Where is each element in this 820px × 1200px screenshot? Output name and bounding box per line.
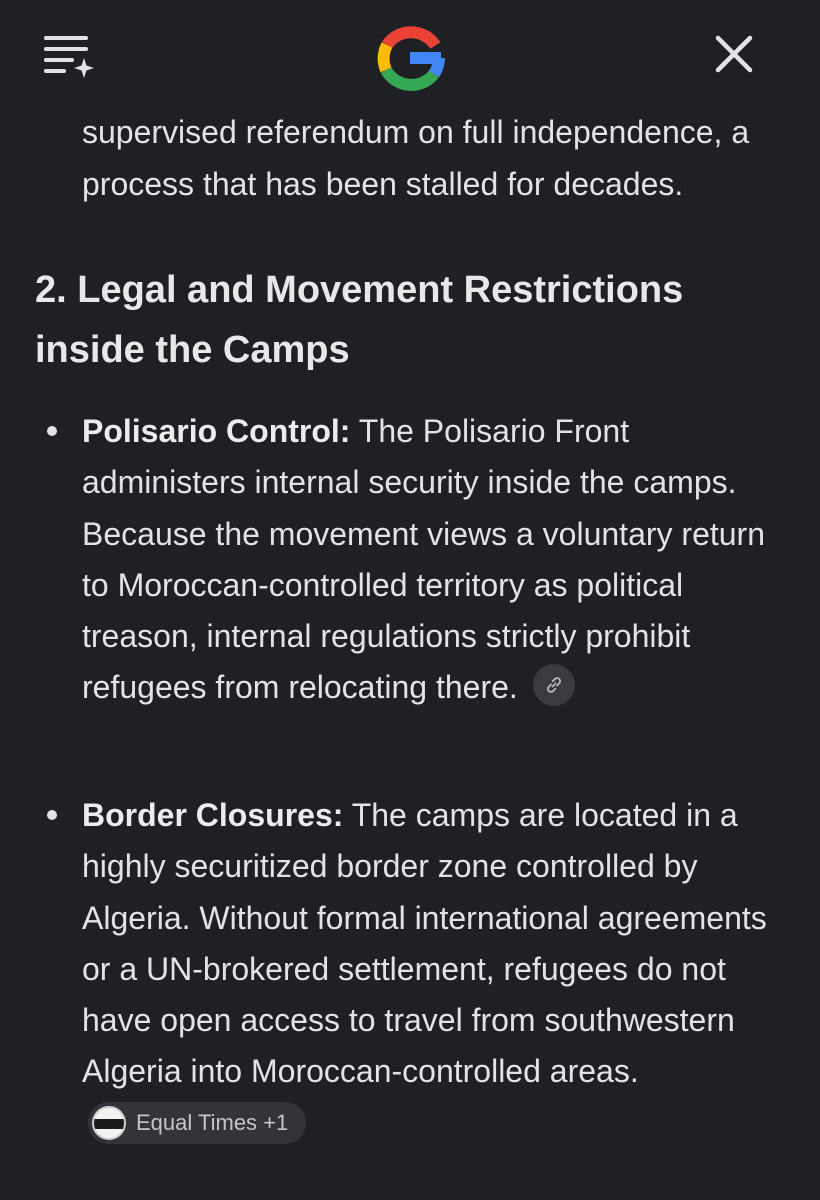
bullet-text: The Polisario Front administers internal security inside the camps. Because the movement views a voluntary return to Moroccan-controlled territory as political treason, internal regulations strictly prohibit refugees from relocating there. [82, 413, 765, 706]
source-chip-button[interactable] [88, 1102, 306, 1144]
bullet-lead: Polisario Control: [82, 413, 351, 449]
section-heading: 2. Legal and Movement Restrictions inside the Camps [35, 269, 684, 371]
top-bar [0, 0, 820, 110]
close-icon[interactable] [708, 30, 760, 78]
bullet-lead: Border Closures: [82, 797, 344, 833]
source-chip-label: Equal Times +1 [136, 1109, 289, 1135]
menu-sparkle-icon[interactable] [40, 30, 96, 78]
list-item [82, 406, 782, 714]
google-g-logo[interactable] [374, 22, 446, 94]
bullet-dot [47, 810, 57, 820]
equal-times-favicon-icon [92, 1106, 126, 1140]
bullet-dot [47, 426, 57, 436]
intro-paragraph: supervised referendum on full independence, a process that has been stalled for decades. [82, 114, 750, 202]
list-item [82, 790, 782, 1149]
link-chip-button[interactable] [533, 664, 575, 706]
bullet-text: The camps are located in a highly securitized border zone controlled by Algeria. Without formal international agreements or a UN-brokered settlement, refugees do not have open access to travel from southwestern Algeria into Moroccan-controlled areas. [82, 797, 767, 1090]
link-icon [544, 675, 564, 695]
